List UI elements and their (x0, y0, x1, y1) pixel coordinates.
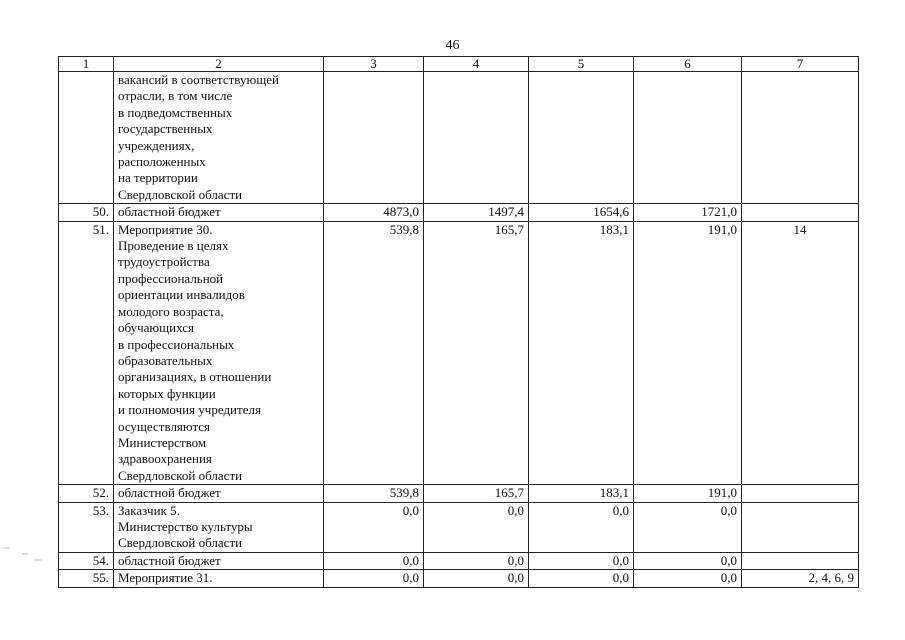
value-total: 0,0 (324, 570, 424, 587)
column-header: 3 (324, 57, 424, 72)
value-total: 0,0 (324, 552, 424, 569)
target-indicator-ref (742, 485, 859, 502)
value-year-1: 0,0 (424, 552, 529, 569)
value-year-3: 0,0 (634, 552, 742, 569)
target-indicator-ref (742, 204, 859, 221)
row-description: областной бюджет (114, 552, 324, 569)
table-row (59, 570, 859, 587)
column-header: 7 (742, 57, 859, 72)
table-row (59, 72, 859, 204)
row-description: Мероприятие 30. Проведение в целях трудоустройства профессиональной ориентации инвалидов молодого возраста, обучающихся в профессиональных образовательных организациях, в отношении которых функции и полномочия учредителя осуществляются Министерством здравоохранения Свердловской области (114, 221, 324, 485)
row-number: 54. (59, 552, 114, 569)
table-row (59, 221, 859, 485)
value-year-1: 165,7 (424, 485, 529, 502)
column-header: 2 (114, 57, 324, 72)
row-description: Мероприятие 31. (114, 570, 324, 587)
value-total: 539,8 (324, 221, 424, 485)
column-header: 5 (529, 57, 634, 72)
value-year-1: 0,0 (424, 502, 529, 552)
target-indicator-ref (742, 502, 859, 552)
column-header: 4 (424, 57, 529, 72)
value-total: 4873,0 (324, 204, 424, 221)
page-number: 46 (445, 38, 460, 53)
value-year-3: 1721,0 (634, 204, 742, 221)
row-number: 51. (59, 221, 114, 485)
column-header: 6 (634, 57, 742, 72)
target-indicator-ref (742, 72, 859, 204)
value-total (324, 72, 424, 204)
table-row (59, 502, 859, 552)
value-total: 539,8 (324, 485, 424, 502)
value-total: 0,0 (324, 502, 424, 552)
budget-table (58, 56, 859, 588)
row-number: 52. (59, 485, 114, 502)
value-year-1 (424, 72, 529, 204)
target-indicator-ref: 14 (742, 221, 859, 485)
value-year-3: 0,0 (634, 570, 742, 587)
value-year-2: 0,0 (529, 502, 634, 552)
scan-artifact-marks (0, 540, 50, 570)
value-year-1: 0,0 (424, 570, 529, 587)
row-description: Заказчик 5. Министерство культуры Свердловской области (114, 502, 324, 552)
row-description: областной бюджет (114, 485, 324, 502)
row-number (59, 72, 114, 204)
row-description: вакансий в соответствующей отрасли, в том числе в подведомственных государственных учреждениях, расположенных на территории Свердловской области (114, 72, 324, 204)
value-year-3: 191,0 (634, 221, 742, 485)
value-year-2: 183,1 (529, 485, 634, 502)
value-year-1: 1497,4 (424, 204, 529, 221)
value-year-2: 1654,6 (529, 204, 634, 221)
row-description: областной бюджет (114, 204, 324, 221)
table-row (59, 204, 859, 221)
column-number-row (59, 57, 859, 72)
table-row (59, 552, 859, 569)
row-number: 55. (59, 570, 114, 587)
value-year-3: 191,0 (634, 485, 742, 502)
value-year-3: 0,0 (634, 502, 742, 552)
row-number: 50. (59, 204, 114, 221)
value-year-1: 165,7 (424, 221, 529, 485)
value-year-2 (529, 72, 634, 204)
target-indicator-ref (742, 552, 859, 569)
value-year-3 (634, 72, 742, 204)
row-number: 53. (59, 502, 114, 552)
column-header: 1 (59, 57, 114, 72)
value-year-2: 0,0 (529, 552, 634, 569)
value-year-2: 183,1 (529, 221, 634, 485)
target-indicator-ref: 2, 4, 6, 9 (742, 570, 859, 587)
value-year-2: 0,0 (529, 570, 634, 587)
table-row (59, 485, 859, 502)
